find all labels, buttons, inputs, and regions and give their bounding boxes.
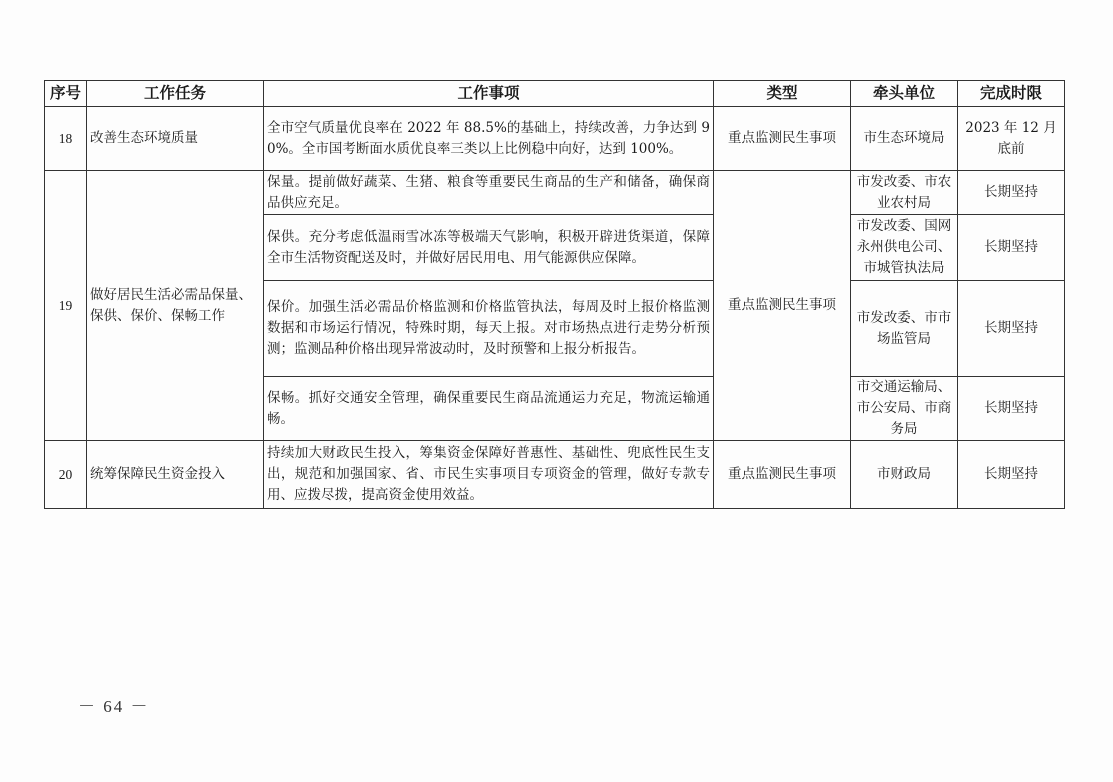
row-unit: 市生态环境局 bbox=[851, 107, 958, 171]
row-number: 18 bbox=[45, 107, 87, 171]
header-row bbox=[45, 81, 1065, 107]
row-task: 统筹保障民生资金投入 bbox=[87, 441, 264, 509]
row-unit: 市发改委、市市场监管局 bbox=[851, 281, 958, 377]
row-item: 持续加大财政民生投入，筹集资金保障好普惠性、基础性、兜底性民生支出，规范和加强国家、省、市民生实事项目专项资金的管理，做好专款专用、应拨尽拨，提高资金使用效益。 bbox=[264, 441, 714, 509]
row-type: 重点监测民生事项 bbox=[714, 441, 851, 509]
row-item: 全市空气质量优良率在 2022 年 88.5%的基础上，持续改善，力争达到 90%。全市国考断面水质优良率三类以上比例稳中向好，达到 100%。 bbox=[264, 107, 714, 171]
header-deadline: 完成时限 bbox=[958, 81, 1065, 107]
header-unit: 牵头单位 bbox=[851, 81, 958, 107]
row-number: 19 bbox=[45, 171, 87, 441]
row-type: 重点监测民生事项 bbox=[714, 107, 851, 171]
row-deadline: 长期坚持 bbox=[958, 377, 1065, 441]
row-task: 做好居民生活必需品保量、保供、保价、保畅工作 bbox=[87, 171, 264, 441]
header-num: 序号 bbox=[45, 81, 87, 107]
row-item: 保畅。抓好交通安全管理，确保重要民生商品流通运力充足，物流运输通畅。 bbox=[264, 377, 714, 441]
table-row bbox=[45, 171, 1065, 215]
table-row bbox=[45, 107, 1065, 171]
page-number: － 64 － bbox=[78, 697, 150, 716]
row-item: 保供。充分考虑低温雨雪冰冻等极端天气影响，积极开辟进货渠道，保障全市生活物资配送及时，并做好居民用电、用气能源供应保障。 bbox=[264, 215, 714, 281]
row-unit: 市交通运输局、市公安局、市商务局 bbox=[851, 377, 958, 441]
row-unit: 市发改委、国网永州供电公司、市城管执法局 bbox=[851, 215, 958, 281]
row-number: 20 bbox=[45, 441, 87, 509]
row-unit: 市财政局 bbox=[851, 441, 958, 509]
header-task: 工作任务 bbox=[87, 81, 264, 107]
row-deadline: 长期坚持 bbox=[958, 441, 1065, 509]
row-deadline: 长期坚持 bbox=[958, 281, 1065, 377]
row-item: 保价。加强生活必需品价格监测和价格监管执法，每周及时上报价格监测数据和市场运行情况，特殊时期，每天上报。对市场热点进行走势分析预测；监测品种价格出现异常波动时，及时预警和上报分析报告。 bbox=[264, 281, 714, 377]
header-type: 类型 bbox=[714, 81, 851, 107]
header-item: 工作事项 bbox=[264, 81, 714, 107]
table-row bbox=[45, 441, 1065, 509]
row-task: 改善生态环境质量 bbox=[87, 107, 264, 171]
row-deadline: 长期坚持 bbox=[958, 171, 1065, 215]
row-unit: 市发改委、市农业农村局 bbox=[851, 171, 958, 215]
row-deadline: 2023 年 12 月底前 bbox=[958, 107, 1065, 171]
row-item: 保量。提前做好蔬菜、生猪、粮食等重要民生商品的生产和储备，确保商品供应充足。 bbox=[264, 171, 714, 215]
task-table bbox=[44, 80, 1065, 509]
row-type: 重点监测民生事项 bbox=[714, 171, 851, 441]
row-deadline: 长期坚持 bbox=[958, 215, 1065, 281]
